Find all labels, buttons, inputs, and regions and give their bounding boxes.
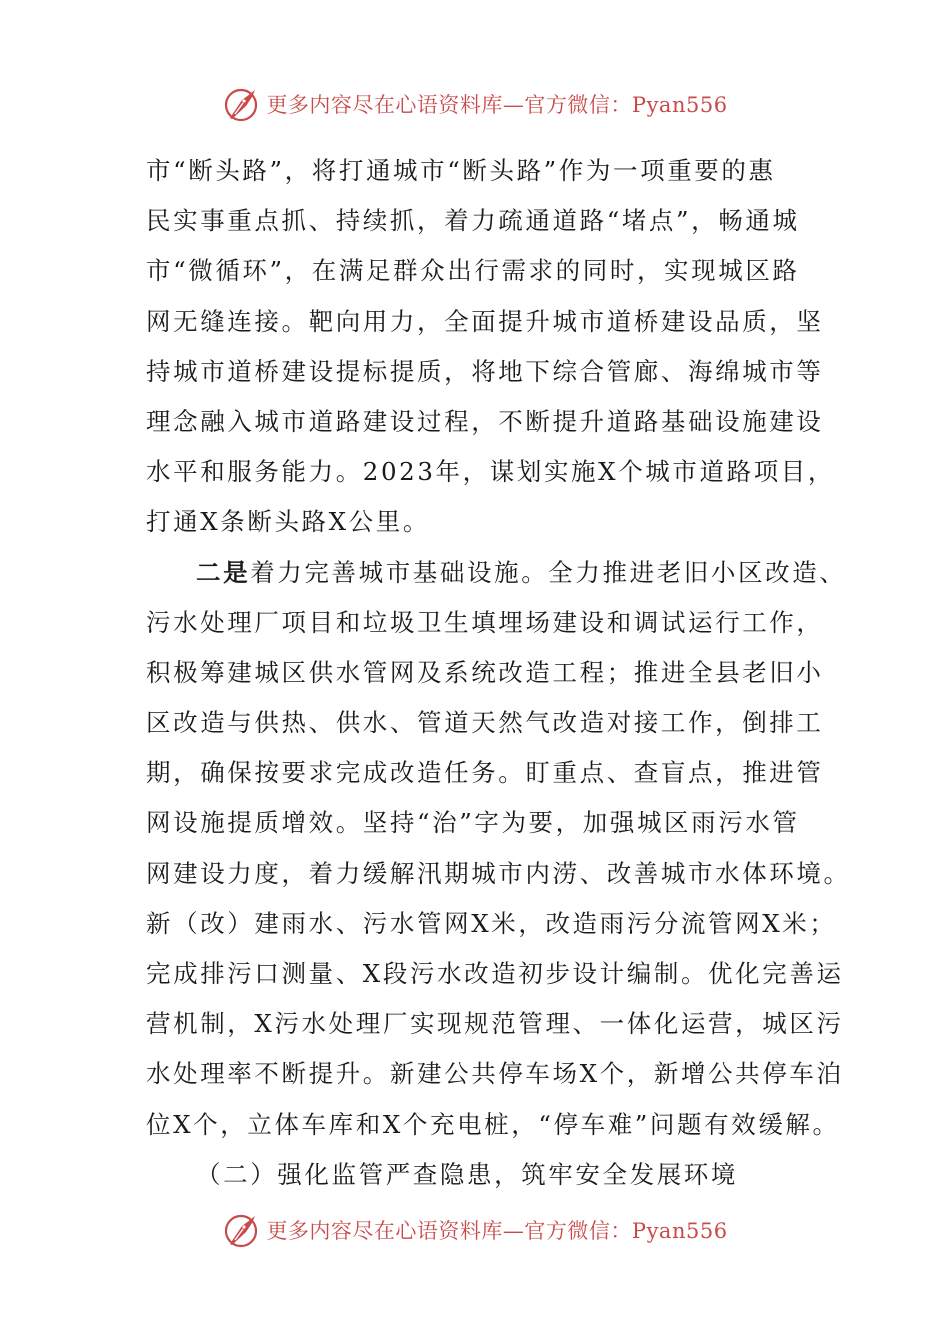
footer-watermark — [0, 1208, 950, 1252]
text-line: 水平和服务能力。2023年，谋划实施X个城市道路项目， — [146, 457, 835, 487]
pen-nib-icon — [222, 84, 262, 124]
header-watermark — [0, 82, 950, 126]
text-line: 市“断头路”，将打通城市“断头路”作为一项重要的惠 — [146, 156, 776, 185]
text-line: 打通X条断头路X公里。 — [146, 507, 430, 537]
text-line: 污水处理厂项目和垃圾卫生填埋场建设和调试运行工作， — [146, 607, 824, 637]
watermark-text: 更多内容尽在心语资料库—官方微信：Pyan556 — [266, 93, 728, 117]
paragraph-2 — [146, 548, 851, 1150]
text-line: 位X个，立体车库和X个充电桩，“停车难”问题有效缓解。 — [146, 1109, 840, 1139]
document-body — [146, 146, 851, 1200]
text-line: 期，确保按要求完成改造任务。盯重点、查盲点，推进管 — [146, 758, 824, 788]
text-line: 持城市道桥建设提标提质，将地下综合管廊、海绵城市等 — [146, 356, 824, 386]
text-line-rest: 着力完善城市基础设施。全力推进老旧小区改造、 — [250, 557, 847, 587]
text-line: 网无缝连接。靶向用力，全面提升城市道桥建设品质，坚 — [146, 306, 824, 336]
watermark-text: 更多内容尽在心语资料库—官方微信：Pyan556 — [266, 1219, 728, 1243]
text-line: 网设施提质增效。坚持“治”字为要，加强城区雨污水管 — [146, 808, 800, 838]
text-line-first — [146, 548, 847, 598]
text-line: 营机制，X污水处理厂实现规范管理、一体化运营，城区污 — [146, 1009, 844, 1039]
text-line: 民实事重点抓、持续抓，着力疏通道路“堵点”，畅通城 — [146, 206, 800, 236]
pen-nib-icon — [222, 1210, 262, 1250]
text-line: 新（改）建雨水、污水管网X米，改造雨污分流管网X米； — [146, 908, 837, 938]
text-line: 理念融入城市道路建设过程，不断提升道路基础设施建设 — [146, 406, 824, 436]
text-line: 网建设力度，着力缓解汛期城市内涝、改善城市水体环境。 — [146, 858, 851, 888]
text-line: 市“微循环”，在满足群众出行需求的同时，实现城区路 — [146, 256, 800, 286]
paragraph-lead: 二是 — [196, 557, 251, 587]
section-heading-text: （二）强化监管严查隐患，筑牢安全发展环境 — [196, 1159, 738, 1189]
text-line: 水处理率不断提升。新建公共停车场X个，新增公共停车泊 — [146, 1059, 844, 1089]
text-line: 积极筹建城区供水管网及系统改造工程；推进全县老旧小 — [146, 657, 824, 687]
section-heading — [146, 1150, 826, 1200]
paragraph-1 — [146, 146, 835, 548]
text-line: 完成排污口测量、X段污水改造初步设计编制。优化完善运 — [146, 959, 844, 988]
text-line: 区改造与供热、供水、管道天然气改造对接工作，倒排工 — [146, 708, 824, 738]
